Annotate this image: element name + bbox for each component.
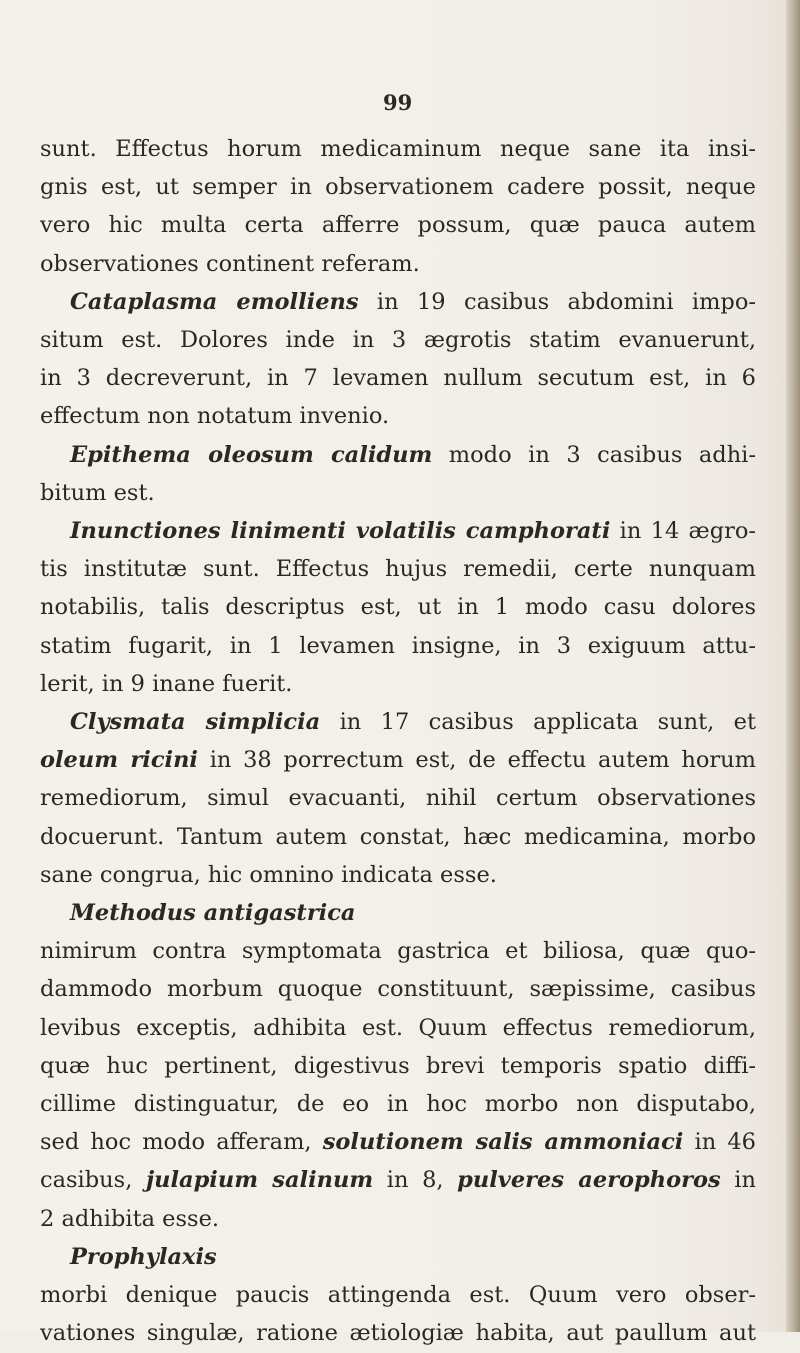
text-run: 2 adhibita esse. [40,1205,220,1232]
text-line [40,588,756,626]
text-line [40,397,756,435]
text-run: levibus exceptis, adhibita est. Quum effectus remediorum, [40,1014,756,1041]
text-run: in 19 casibus abdomini impo- [358,288,756,315]
text-run: casibus, [40,1167,146,1194]
text-run: in 14 ægro- [610,518,756,545]
text-run: morbi denique paucis attingenda est. Quum vero obser- [40,1282,756,1309]
text-line [40,283,756,321]
text-run: vero hic multa certa afferre possum, quæ pauca autem [40,212,756,239]
text-run: remediorum, simul evacuanti, nihil certum observationes [40,785,756,812]
text-run: in 3 decreverunt, in 7 levamen nullum secutum est, in 6 [40,365,756,392]
italic-term: Inunctiones linimenti volatilis camphorati [70,518,611,545]
text-line [40,627,756,665]
text-run: situm est. Dolores inde in 3 ægrotis statim evanuerunt, [40,327,756,354]
italic-term: solutionem salis ammoniaci [322,1129,684,1156]
text-run: statim fugarit, in 1 levamen insigne, in 3 exiguum attu- [40,632,756,659]
page-edge [786,0,800,1332]
text-line [40,894,756,932]
text-line [40,779,756,817]
body-text [40,130,756,1353]
text-run: vationes singulæ, ratione ætiologiæ habita, aut paullum aut [40,1320,756,1347]
text-line [40,1276,756,1314]
italic-term: Methodus antigastrica [70,900,356,927]
text-line [40,741,756,779]
text-run: notabilis, talis descriptus est, ut in 1 modo casu dolores [40,594,756,621]
text-run: in 38 porrectum est, de effectu autem horum [197,747,756,774]
text-run: in 46 [683,1129,756,1156]
text-line [40,321,756,359]
text-run: docuerunt. Tantum autem constat, hæc medicamina, morbo [40,823,756,850]
italic-term: Epithema oleosum calidum [70,441,433,468]
text-run: sed hoc modo afferam, [40,1129,323,1156]
text-line [40,703,756,741]
italic-term: Clysmata simplicia [70,709,321,736]
text-line [40,1123,756,1161]
text-run: bitum est. [40,479,155,506]
text-run: nimirum contra symptomata gastrica et biliosa, quæ quo- [40,938,756,965]
italic-term: oleum ricini [40,747,198,774]
text-line [40,245,756,283]
text-run: sane congrua, hic omnino indicata esse. [40,861,497,888]
text-line [40,359,756,397]
text-run: quæ huc pertinent, digestivus brevi temporis spatio diffi- [40,1052,756,1079]
text-line [40,436,756,474]
text-line [40,856,756,894]
text-line [40,1238,756,1276]
text-line [40,1314,756,1352]
italic-term: julapium salinum [145,1167,374,1194]
text-run: in 8, [373,1167,458,1194]
text-run: observationes continent referam. [40,250,420,277]
text-line [40,1200,756,1238]
text-line [40,168,756,206]
text-run: effectum non notatum invenio. [40,403,390,430]
text-line [40,665,756,703]
text-run: gnis est, ut semper in observationem cadere possit, neque [40,174,756,201]
text-run: in 17 casibus applicata sunt, et [320,709,756,736]
text-line [40,474,756,512]
page-number: 99 [383,90,413,115]
text-run: sunt. Effectus horum medicaminum neque sane ita insi- [40,136,756,162]
text-run: cillime distinguatur, de eo in hoc morbo non disputabo, [40,1091,756,1118]
text-run: modo in 3 casibus adhi- [432,441,756,468]
text-line [40,932,756,970]
text-line [40,1009,756,1047]
italic-term: Prophylaxis [70,1243,217,1270]
text-line [40,1047,756,1085]
text-line [40,1161,756,1199]
italic-term: Cataplasma emolliens [70,288,359,315]
text-run: lerit, in 9 inane fuerit. [40,670,293,697]
text-run: dammodo morbum quoque constituunt, sæpissime, casibus [40,976,756,1003]
text-line [40,818,756,856]
text-line [40,550,756,588]
text-line [40,1085,756,1123]
italic-term: pulveres aerophoros [457,1167,721,1194]
text-line [40,512,756,550]
text-line [40,130,756,168]
text-run: tis institutæ sunt. Effectus hujus remedii, certe nunquam [40,556,756,583]
text-line [40,206,756,244]
text-line [40,970,756,1008]
text-run: in [720,1167,756,1194]
